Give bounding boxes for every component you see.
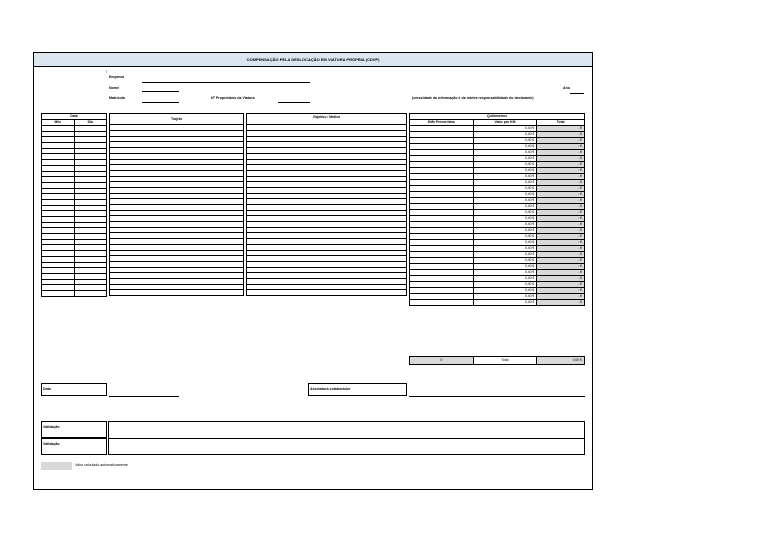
total-cell: - €: [537, 126, 585, 132]
objetivo-cell[interactable]: [247, 290, 407, 296]
total-cell: - €: [537, 276, 585, 282]
total-cell: - €: [537, 174, 585, 180]
total-cell: - €: [537, 270, 585, 276]
matricula-label: Matrícula: [109, 96, 125, 100]
total-cell: - €: [537, 246, 585, 252]
validacao2-box: [41, 438, 107, 455]
valor-km-cell: 0,40 €: [473, 300, 537, 306]
valor-km-cell: 0,40 €: [473, 240, 537, 246]
total-cell: - €: [537, 282, 585, 288]
data-header: Data: [42, 114, 107, 120]
valor-km-cell: 0,40 €: [473, 228, 537, 234]
total-value: 0,00 €: [537, 357, 585, 365]
valor-km-cell: 0,40 €: [473, 198, 537, 204]
objetivo-header: Objetivo / Motivo: [247, 114, 407, 125]
mes-cell[interactable]: [42, 290, 75, 296]
total-cell: - €: [537, 252, 585, 258]
matricula-field[interactable]: [142, 102, 179, 103]
total-cell: - €: [537, 222, 585, 228]
proprietario-field[interactable]: [278, 102, 310, 103]
total-cell: - €: [537, 138, 585, 144]
total-cell: - €: [537, 210, 585, 216]
total-header: Total: [537, 120, 585, 126]
total-cell: - €: [537, 150, 585, 156]
empresa-field[interactable]: [142, 82, 310, 83]
valor-km-cell: 0,40 €: [473, 210, 537, 216]
validacao1-field[interactable]: [108, 421, 585, 439]
trajeto-table: [109, 113, 244, 296]
total-cell: - €: [537, 294, 585, 300]
total-cell: - €: [537, 240, 585, 246]
valor-km-cell: 0,40 €: [473, 264, 537, 270]
table-row: [410, 300, 585, 306]
quilometros-table: [409, 113, 585, 306]
valor-km-cell: 0,40 €: [473, 138, 537, 144]
data-box: [41, 383, 107, 396]
total-cell: - €: [537, 258, 585, 264]
total-cell: - €: [537, 198, 585, 204]
totals-row: [409, 356, 585, 365]
total-cell: - €: [537, 162, 585, 168]
assinatura-label: Assinatura colaborador: [310, 387, 351, 391]
ano-field[interactable]: [570, 93, 584, 94]
table-row: [247, 290, 407, 296]
trajeto-header: Trajeto: [110, 114, 244, 125]
valor-km-cell: 0,40 €: [473, 258, 537, 264]
total-cell: - €: [537, 132, 585, 138]
validacao1-label: Validação: [43, 425, 60, 429]
valor-km-cell: 0,40 €: [473, 288, 537, 294]
dia-header: Dia: [74, 120, 107, 126]
valor-km-header: Valor por KM: [473, 120, 537, 126]
valor-km-cell: 0,40 €: [473, 168, 537, 174]
valor-km-cell: 0,40 €: [473, 132, 537, 138]
disclaimer-text: (veracidade da informação é da inteira responsabilidade do declarante): [412, 96, 534, 100]
ano-label: Ano: [563, 86, 570, 90]
valor-km-cell: 0,40 €: [473, 192, 537, 198]
valor-km-cell: 0,40 €: [473, 252, 537, 258]
valor-km-cell: 0,40 €: [473, 294, 537, 300]
valor-km-cell: 0,40 €: [473, 144, 537, 150]
nome-label: Nome: [109, 86, 119, 90]
objetivo-table: [246, 113, 407, 296]
valor-km-cell: 0,40 €: [473, 180, 537, 186]
total-cell: - €: [537, 186, 585, 192]
total-cell: - €: [537, 228, 585, 234]
nome-field[interactable]: [142, 91, 179, 92]
total-cell: - €: [537, 144, 585, 150]
legend-text: Valor calculado automaticamente: [75, 463, 128, 467]
total-cell: - €: [537, 204, 585, 210]
legend-swatch: [41, 462, 72, 470]
total-cell: - €: [537, 288, 585, 294]
kms-cell[interactable]: [410, 300, 474, 306]
valor-km-cell: 0,40 €: [473, 126, 537, 132]
total-cell: - €: [537, 168, 585, 174]
valor-km-cell: 0,40 €: [473, 150, 537, 156]
data-footer-label: Data: [43, 387, 51, 391]
form-title: COMPENSAÇÃO PELA DESLOCAÇÃO EM VIATURA PRÓPRIA (CDVP): [34, 53, 592, 67]
header-marker: !: [106, 70, 107, 74]
quilometros-header: Quilómetros: [410, 114, 585, 120]
valor-km-cell: 0,40 €: [473, 174, 537, 180]
total-cell: - €: [537, 300, 585, 306]
data-footer-field[interactable]: [109, 396, 179, 397]
validacao2-label: Validação: [43, 442, 60, 446]
valor-km-cell: 0,40 €: [473, 186, 537, 192]
valor-km-cell: 0,40 €: [473, 270, 537, 276]
kms-header: KMs Percorridos: [410, 120, 474, 126]
validacao2-field[interactable]: [108, 438, 585, 455]
validacao1-box: [41, 421, 107, 438]
valor-km-cell: 0,40 €: [473, 246, 537, 252]
valor-km-cell: 0,40 €: [473, 282, 537, 288]
mes-header: Mês: [42, 120, 75, 126]
total-cell: - €: [537, 234, 585, 240]
empresa-label: Empresa: [109, 75, 125, 79]
valor-km-cell: 0,40 €: [473, 234, 537, 240]
total-label: Total: [473, 357, 537, 365]
valor-km-cell: 0,40 €: [473, 222, 537, 228]
valor-km-cell: 0,40 €: [473, 276, 537, 282]
total-cell: - €: [537, 180, 585, 186]
valor-km-cell: 0,40 €: [473, 156, 537, 162]
table-row: [42, 290, 107, 296]
assinatura-box: [308, 383, 407, 396]
total-cell: - €: [537, 216, 585, 222]
assinatura-field[interactable]: [409, 396, 585, 397]
valor-km-cell: 0,40 €: [473, 204, 537, 210]
valor-km-cell: 0,40 €: [473, 162, 537, 168]
total-cell: - €: [537, 192, 585, 198]
total-cell: - €: [537, 156, 585, 162]
total-cell: - €: [537, 264, 585, 270]
proprietario-label: Nº Proprietário da Viatura: [211, 96, 255, 100]
dia-cell[interactable]: [74, 290, 107, 296]
kms-total: 0: [410, 357, 474, 365]
data-table: [41, 113, 107, 297]
trajeto-cell[interactable]: [110, 290, 244, 296]
valor-km-cell: 0,40 €: [473, 216, 537, 222]
table-row: [110, 290, 244, 296]
